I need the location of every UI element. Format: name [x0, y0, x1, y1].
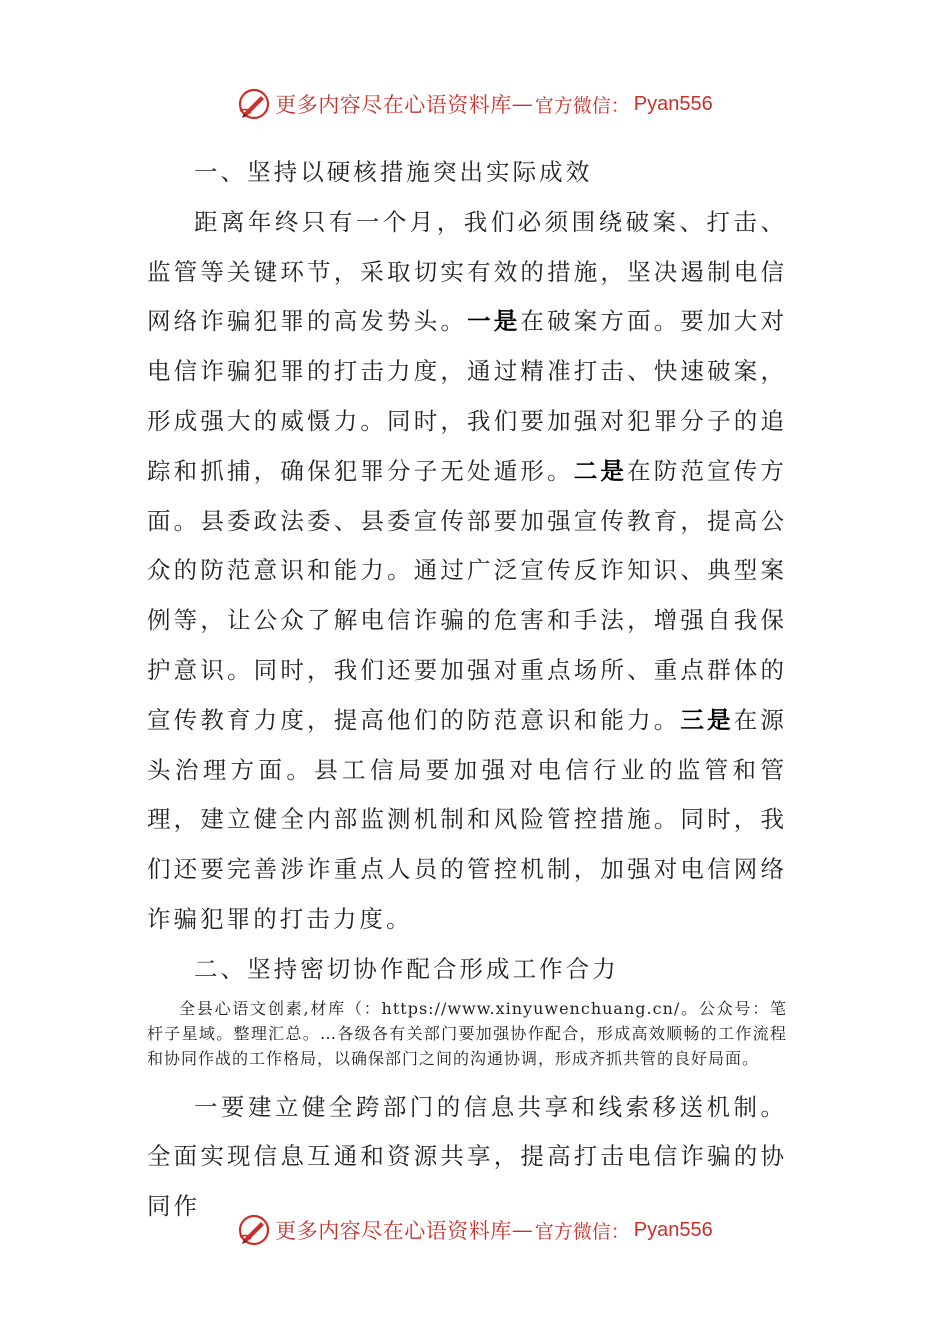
- marker-first: 一是: [467, 307, 521, 336]
- banner-label: 官方微信：: [534, 1220, 630, 1243]
- document-body: [147, 148, 787, 1232]
- paragraph-1-text-a: 距离年终只有一个月，我们必须围绕破案、打击、监管等关键环节，采取切实有效的措施，坚决遏制电信网络诈骗犯罪的高发势头。: [147, 207, 787, 336]
- paragraph-1-text-c: 在防范宣传方面。县委政法委、县委宣传部要加强宣传教育，提高公众的防范意识和能力。通过广泛宣传反诈知识、典型案例等，让公众了解电信诈骗的危害和手法，增强自我保护意识。同时，我们还要加强对重点场所、重点群体的宣传教育力度，提高他们的防范意识和能力。: [147, 456, 787, 734]
- small-print-paragraph: 全县心语文创素,材库（：https://www.xinyuwenchuang.cn/。公众号：笔杆子星域。整理汇总。…各级各有关部门要加强协作配合，形成高效顺畅的工作流程和协同作战的工作格局，以确保部门之间的沟通协调，形成齐抓共管的良好局面。: [147, 998, 787, 1068]
- paragraph-3: 一要建立健全跨部门的信息共享和线索移送机制。全面实现信息互通和资源共享，提高打击电信诈骗的协同作: [147, 1092, 787, 1221]
- paragraph-1: [147, 198, 787, 945]
- pen-logo-icon: [237, 1213, 271, 1247]
- banner-separator: —: [511, 1218, 533, 1242]
- marker-third: 三是: [680, 705, 734, 734]
- banner-separator: —: [511, 92, 533, 116]
- banner-label: 官方微信：: [534, 94, 630, 117]
- footer-banner: [0, 1210, 950, 1250]
- section-heading-2: 二、坚持密切协作配合形成工作合力: [194, 954, 619, 983]
- header-banner: [0, 84, 950, 124]
- pen-logo-icon: [237, 87, 271, 121]
- marker-second: 二是: [573, 456, 628, 485]
- banner-main-text: 更多内容尽在心语资料库: [275, 1219, 512, 1243]
- section-heading-1: 一、坚持以硬核措施突出实际成效: [194, 158, 593, 186]
- banner-wechat-id: Pyan556: [633, 1218, 713, 1241]
- paragraph-1-text-b: 在破案方面。要加大对电信诈骗犯罪的打击力度，通过精准打击、快速破案，形成强大的威慑力。同时，我们要加强对犯罪分子的追踪和抓捕，确保犯罪分子无处遁形。: [147, 307, 787, 485]
- banner-wechat-id: Pyan556: [633, 92, 713, 115]
- banner-main-text: 更多内容尽在心语资料库: [275, 93, 512, 117]
- paragraph-1-text-d: 在源头治理方面。县工信局要加强对电信行业的监管和管理，建立健全内部监测机制和风险管控措施。同时，我们还要完善涉诈重点人员的管控机制，加强对电信网络诈骗犯罪的打击力度。: [147, 705, 787, 933]
